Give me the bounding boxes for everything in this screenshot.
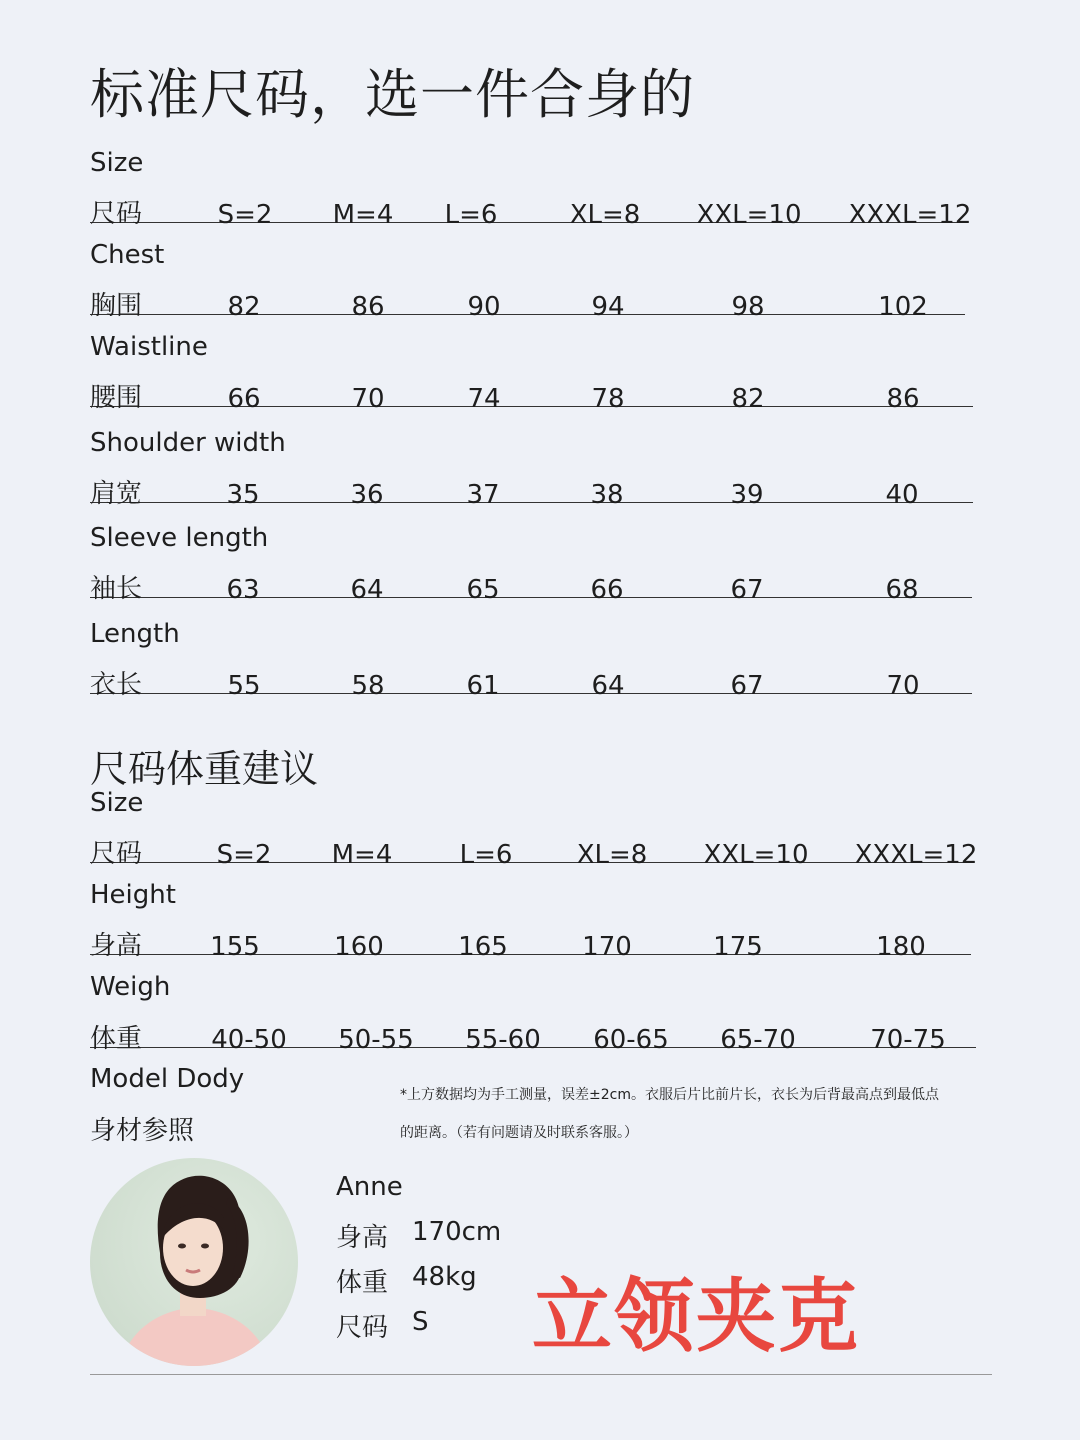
height-value: 160 [334, 932, 384, 962]
model-name: Anne [336, 1172, 403, 1202]
weight-value: 50-55 [338, 1025, 414, 1055]
shoulder-value: 37 [466, 480, 500, 510]
height-value: 180 [876, 932, 926, 962]
weight-value: 55-60 [465, 1025, 541, 1055]
size2-label-zh: 尺码 [90, 839, 143, 869]
weight-row [90, 1005, 976, 1055]
waist-value: 86 [886, 384, 920, 414]
model-weight-label: 体重 [336, 1268, 389, 1298]
size-label-zh: 尺码 [90, 199, 143, 229]
sleeve-value: 68 [885, 575, 919, 605]
sleeve-label-zh: 袖长 [90, 574, 143, 604]
model-photo [90, 1158, 298, 1366]
model-weight [336, 1262, 477, 1299]
length-value: 61 [466, 671, 500, 701]
chest-value: 90 [467, 292, 501, 322]
height-value: 165 [458, 932, 508, 962]
waist-value: 74 [467, 384, 501, 414]
size2-row [90, 820, 978, 870]
waist-label-zh: 腰围 [90, 383, 143, 413]
sleeve-value: 65 [466, 575, 500, 605]
size2-value: XL=8 [576, 840, 648, 870]
height-value: 175 [713, 932, 763, 962]
size-value: M=4 [332, 200, 394, 230]
length-value: 55 [227, 671, 261, 701]
chest-value: 94 [591, 292, 625, 322]
model-size-value: S [412, 1307, 429, 1337]
chest-value: 86 [351, 292, 385, 322]
model-height-value: 170cm [412, 1217, 502, 1247]
length-value: 64 [591, 671, 625, 701]
sleeve-row [90, 555, 972, 605]
weight-value: 70-75 [870, 1025, 946, 1055]
height-value: 155 [210, 932, 260, 962]
waist-value: 82 [731, 384, 765, 414]
size2-label-en: Size [90, 788, 144, 818]
sleeve-value: 67 [730, 575, 764, 605]
size2-value: M=4 [331, 840, 393, 870]
length-value: 58 [351, 671, 385, 701]
length-value: 67 [730, 671, 764, 701]
size-value: XXXL=12 [848, 200, 972, 230]
model-size [336, 1307, 429, 1344]
weight-label-zh: 体重 [90, 1024, 143, 1054]
weight-value: 40-50 [211, 1025, 287, 1055]
chest-label-zh: 胸围 [90, 291, 143, 321]
weight-value: 60-65 [593, 1025, 669, 1055]
size-value: XL=8 [569, 200, 641, 230]
size-label-en: Size [90, 148, 144, 178]
chest-value: 102 [878, 292, 928, 322]
shoulder-label-en: Shoulder width [90, 428, 286, 458]
shoulder-value: 40 [885, 480, 919, 510]
size2-value: L=6 [459, 840, 513, 870]
shoulder-value: 38 [590, 480, 624, 510]
waist-label-en: Waistline [90, 332, 208, 362]
model-weight-value: 48kg [412, 1262, 477, 1292]
bottom-divider [90, 1374, 992, 1375]
note-line-2: 的距离。（若有问题请及时联系客服。） [400, 1125, 638, 1141]
length-label-zh: 衣长 [90, 670, 143, 700]
size2-value: S=2 [216, 840, 272, 870]
sleeve-value: 66 [590, 575, 624, 605]
shoulder-label-zh: 肩宽 [90, 479, 143, 509]
length-value: 70 [886, 671, 920, 701]
shoulder-row [90, 460, 973, 510]
chest-label-en: Chest [90, 240, 165, 270]
length-row [90, 651, 972, 701]
size-value: S=2 [217, 200, 273, 230]
chest-value: 98 [731, 292, 765, 322]
length-label-en: Length [90, 619, 180, 649]
sleeve-value: 64 [350, 575, 384, 605]
height-row [90, 912, 971, 962]
size-value: XXL=10 [696, 200, 802, 230]
shoulder-value: 36 [350, 480, 384, 510]
model-label-zh: 身材参照 [90, 1116, 195, 1146]
model-height [336, 1217, 502, 1254]
model-height-label: 身高 [336, 1223, 389, 1253]
height-label-en: Height [90, 880, 176, 910]
sleeve-value: 63 [226, 575, 260, 605]
waist-value: 78 [591, 384, 625, 414]
shoulder-value: 39 [730, 480, 764, 510]
chest-row [90, 272, 965, 322]
size2-value: XXL=10 [703, 840, 809, 870]
shoulder-value: 35 [226, 480, 260, 510]
weight-value: 65-70 [720, 1025, 796, 1055]
product-name: 立领夹克 [532, 1270, 860, 1363]
waist-value: 70 [351, 384, 385, 414]
size-value: L=6 [444, 200, 498, 230]
chest-value: 82 [227, 292, 261, 322]
height-label-zh: 身高 [90, 931, 143, 961]
waist-row [90, 364, 973, 414]
model-portrait-illustration [90, 1158, 298, 1366]
note-line-1: *上方数据均为手工测量，误差±2cm。衣服后片比前片长，衣长为后背最高点到最低点 [400, 1087, 939, 1103]
weight-section-title: 尺码体重建议 [90, 747, 319, 791]
height-value: 170 [582, 932, 632, 962]
weight-label-en: Weigh [90, 972, 171, 1002]
model-size-label: 尺码 [336, 1313, 389, 1343]
size2-value: XXXL=12 [854, 840, 978, 870]
page-title: 标准尺码，选一件合身的 [90, 63, 695, 126]
model-label-en: Model Dody [90, 1064, 245, 1094]
size-row [90, 180, 972, 230]
sleeve-label-en: Sleeve length [90, 523, 269, 553]
waist-value: 66 [227, 384, 261, 414]
